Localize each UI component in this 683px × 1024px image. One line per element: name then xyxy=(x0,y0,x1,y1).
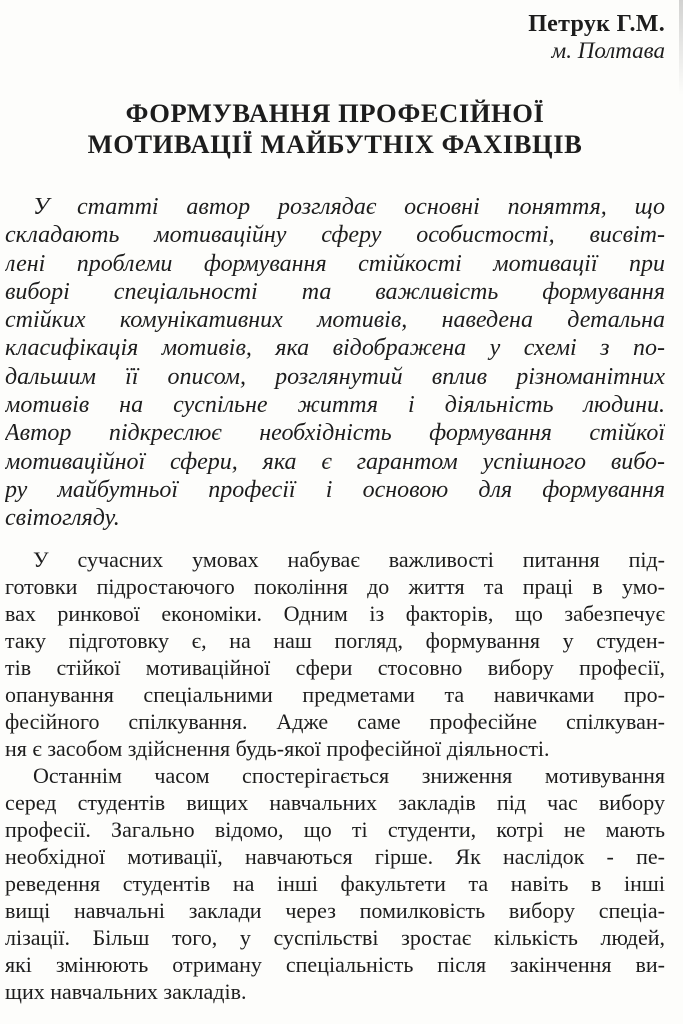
text-line: мотиваційної сфери, яка є гарантом успішного вибо- xyxy=(5,448,665,475)
article-title-line-2: МОТИВАЦІЇ МАЙБУТНІХ ФАХІВЦІВ xyxy=(87,129,583,159)
text-line: лені проблеми формування стійкості мотивації при xyxy=(5,250,665,277)
text-line: професії. Загально відомо, що ті студенти, котрі не мають xyxy=(5,816,665,842)
text-line: тів стійкої мотиваційної сфери стосовно вибору професії, xyxy=(5,654,665,680)
abstract-paragraph xyxy=(5,193,665,533)
text-line: вищі навчальні заклади через помилковість вибору спеціа- xyxy=(5,897,665,923)
text-line: Останнім часом спостерігається зниження мотивування xyxy=(33,762,665,788)
article-title-line-1: ФОРМУВАННЯ ПРОФЕСІЙНОЇ xyxy=(125,98,545,128)
body-paragraph xyxy=(5,546,665,762)
text-line: щих навчальних закладів. xyxy=(5,978,247,1004)
text-line: класифікація мотивів, яка відображена у схемі з по- xyxy=(5,335,665,362)
text-line: складають мотиваційну сферу особистості, висвіт- xyxy=(5,222,665,249)
text-line: які змінюють отриману спеціальність після закінчення ви- xyxy=(5,951,665,977)
text-line: У сучасних умовах набуває важливості питання під- xyxy=(33,546,665,572)
text-line: опанування спеціальними предметами та навичками про- xyxy=(5,681,665,707)
text-line: готовки підростаючого покоління до життя та праці в умо- xyxy=(5,573,665,599)
text-line: необхідної мотивації, навчаються гірше. Як наслідок - пе- xyxy=(5,843,665,869)
text-line: У статті автор розглядає основні поняття, що xyxy=(33,194,665,220)
text-line: ру майбутньої професії і основою для формування xyxy=(5,476,665,503)
text-line: ня є засобом здійснення будь-якої професійної діяльності. xyxy=(5,735,550,761)
text-line: лізації. Більш того, у суспільстві зростає кількість людей, xyxy=(5,924,665,950)
text-line: Автор підкреслює необхідність формування стійкої xyxy=(5,420,665,447)
article-title xyxy=(5,98,665,160)
author-location: м. Полтава xyxy=(551,38,665,63)
text-line: вах ринкової економіки. Одним із факторів, що забезпечує xyxy=(5,600,665,626)
text-line: таку підготовку є, на наш погляд, формування у студен- xyxy=(5,627,665,653)
text-line: світогляду. xyxy=(5,505,120,532)
text-line: виборі спеціальності та важливість формування xyxy=(5,278,665,305)
text-line: дальшим її описом, розглянутий вплив різноманітних xyxy=(5,363,665,390)
scan-edge-artifact xyxy=(679,0,683,95)
text-line: серед студентів вищих навчальних закладів під час вибору xyxy=(5,789,665,815)
article-body xyxy=(5,546,665,1005)
body-paragraph xyxy=(5,762,665,1005)
text-line: стійких комунікативних мотивів, наведена детальна xyxy=(5,307,665,334)
text-line: мотивів на суспільне життя і діяльність людини. xyxy=(5,392,665,419)
text-line: реведення студентів на інші факультети та навіть в інші xyxy=(5,870,665,896)
text-line: фесійного спілкування. Адже саме професійне спілкуван- xyxy=(5,708,665,734)
author-name: Петрук Г.М. xyxy=(528,11,665,37)
